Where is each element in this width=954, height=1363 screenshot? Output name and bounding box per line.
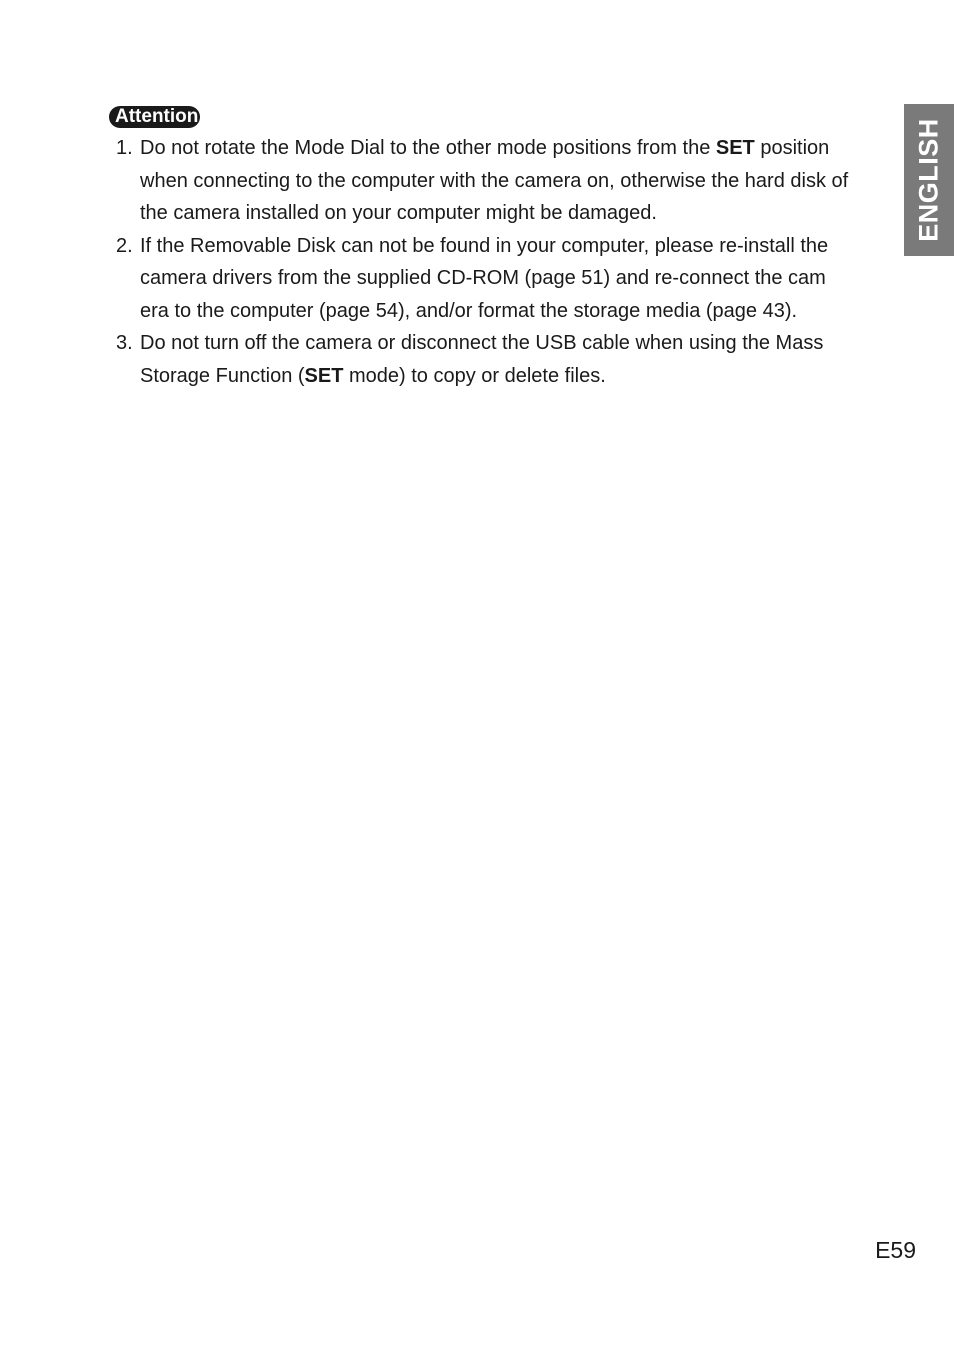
note-bold-text: SET	[715, 137, 755, 159]
page-number: E59	[875, 1237, 916, 1263]
note-number: 2.	[116, 234, 133, 257]
note-item	[110, 230, 855, 328]
note-text: Do not rotate the Mode Dial to the other mode positions from the	[140, 137, 716, 159]
note-text: If the Removable Disk can not be found in your computer, please re-install the camera drivers from the supplied CD-ROM (page 51) and re-connect the cam era to the computer (page 54), and/or format the storage media (page 43).	[140, 234, 829, 322]
language-tab	[904, 104, 954, 256]
note-bold-text: SET	[304, 364, 344, 387]
note-text: Do not turn off the camera or disconnect the USB cable when using the Mass Storage Function (	[140, 332, 824, 387]
note-number: 3.	[116, 332, 133, 354]
language-tab-label: ENGLISH	[913, 118, 944, 242]
attention-badge: Attention	[109, 106, 200, 128]
note-text: position when connecting to the computer with the camera on, otherwise the hard disk of the camera installed on your computer might be damaged.	[140, 137, 849, 224]
note-item	[110, 132, 855, 230]
note-number: 1.	[116, 137, 133, 159]
note-text: mode) to copy or delete files.	[343, 364, 606, 387]
attention-notes-list	[110, 132, 855, 392]
note-item	[110, 327, 855, 392]
